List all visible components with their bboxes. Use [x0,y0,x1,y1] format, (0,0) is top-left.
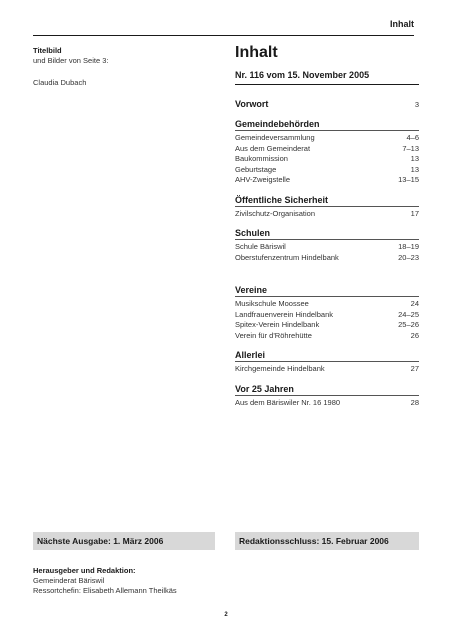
toc-entry-page: 27 [410,364,419,373]
publisher-info [33,566,283,596]
toc-section-heading: Schulen [235,228,419,240]
toc-entry [235,144,419,155]
toc-entry-label: AHV-Zweigstelle [235,175,291,184]
toc-entry-page: 13 [410,164,419,174]
vorwort-label: Vorwort [235,99,269,109]
photo-credit: Claudia Dubach [33,78,87,87]
cover-credits [33,46,183,88]
toc-entry [235,364,419,375]
toc-section [235,119,419,186]
toc-section [235,195,419,220]
toc-entry [235,133,419,144]
toc-entry-label: Gemeindeversammlung [235,133,315,142]
toc-entry-page: 18–19 [398,242,419,251]
deadline-box: Redaktionsschluss: 15. Februar 2006 [235,532,419,550]
toc-entry [235,175,419,186]
toc-entry-page: 24–25 [398,309,419,319]
toc-entry [235,242,419,253]
toc-entry-page: 20–23 [398,252,419,262]
toc-entry-page: 13 [410,154,419,163]
toc-section-heading [235,99,419,110]
titelbild-label: Titelbild [33,46,62,55]
toc-entry [235,398,419,409]
toc-entry [235,165,419,176]
toc-entry-label: Spitex-Verein Hindelbank [235,320,320,329]
toc-entry [235,154,419,165]
toc-entry [235,331,419,342]
toc-entry [235,310,419,321]
toc-section [235,228,419,263]
publisher-line: Gemeinderat Bäriswil [33,576,105,585]
toc-entry [235,320,419,331]
toc-entry-label: Verein für d'Röhrehütte [235,330,312,340]
toc-entry-page: 25–26 [398,320,419,329]
toc-entry-page: 7–13 [402,143,419,153]
toc-entry-label: Kirchgemeinde Hindelbank [235,364,325,373]
toc-entry-page: 4–6 [406,133,419,142]
toc-section-heading: Öffentliche Sicherheit [235,195,419,207]
publisher-line: Ressortchefin: Elisabeth Allemann Theilkäs [33,586,177,595]
toc-entry-label: Musikschule Moossee [235,299,309,308]
publisher-label: Herausgeber und Redaktion: [33,566,136,575]
toc-entry-label: Aus dem Gemeinderat [235,143,311,153]
toc-entry-label: Geburtstage [235,164,277,174]
running-header: Inhalt [390,19,414,29]
header-rule [33,35,414,36]
page-title: Inhalt [235,44,278,61]
next-issue-box: Nächste Ausgabe: 1. März 2006 [33,532,215,550]
toc-entry-page: 13–15 [398,175,419,184]
toc-section-vorwort [235,99,419,110]
toc-section [235,350,419,375]
toc-entry [235,299,419,310]
toc-section-heading: Vereine [235,285,419,297]
toc-entry [235,253,419,264]
toc-entry-label: Landfrauenverein Hindelbank [235,309,333,319]
toc-entry-label: Oberstufenzentrum Hindelbank [235,252,339,262]
toc-entry-page: 28 [410,397,419,407]
toc-entry-label: Zivilschutz-Organisation [235,208,316,218]
toc-entry [235,209,419,220]
vorwort-page: 3 [414,100,419,109]
toc-entry-label: Schule Bäriswil [235,242,286,251]
toc-entry-label: Aus dem Bäriswiler Nr. 16 1980 [235,397,341,407]
toc-section-heading: Allerlei [235,350,419,362]
page-number: 2 [224,612,228,618]
toc-entry-page: 17 [410,208,419,218]
toc-entry-label: Baukommission [235,154,288,163]
toc-section [235,285,419,341]
table-of-contents [235,44,419,417]
toc-entry-page: 26 [410,330,419,340]
toc-section-heading: Gemeindebehörden [235,119,419,131]
issue-line: Nr. 116 vom 15. November 2005 [235,70,419,85]
toc-entry-page: 24 [410,299,419,308]
titelbild-desc: und Bilder von Seite 3: [33,56,109,65]
toc-section-heading: Vor 25 Jahren [235,384,419,396]
toc-section [235,384,419,409]
